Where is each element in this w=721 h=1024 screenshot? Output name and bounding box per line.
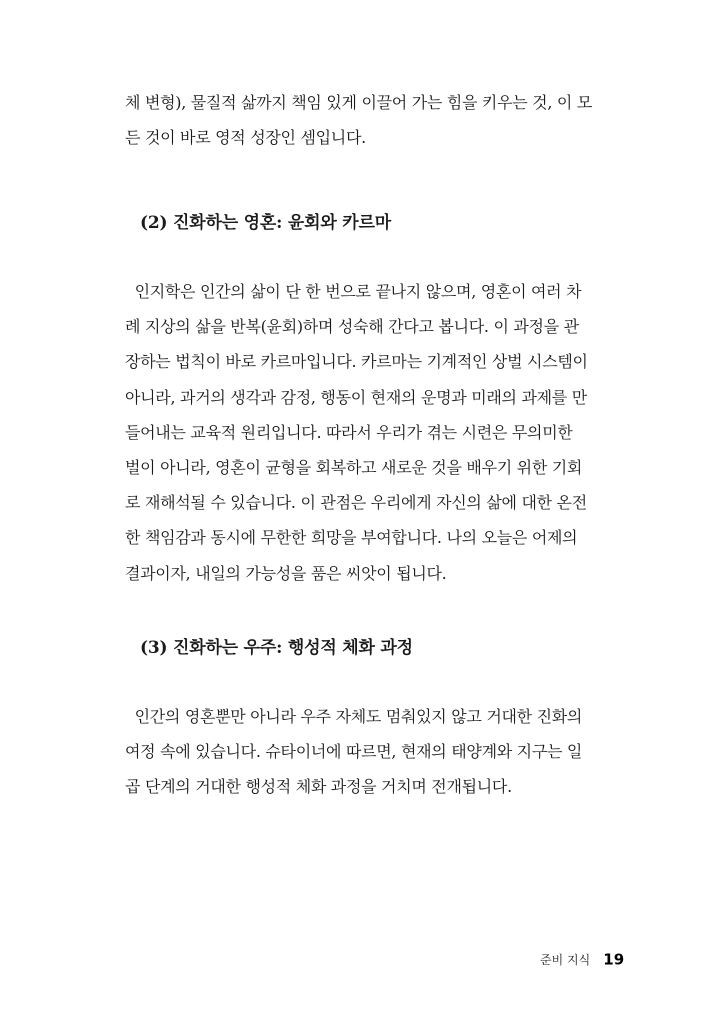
paragraph-line: 장하는 법칙이 바로 카르마입니다. 카르마는 기계적인 상벌 시스템이 [125,352,588,372]
paragraph-line: 여정 속에 있습니다. 슈타이너에 따르면, 현재의 태양계와 지구는 일 [125,742,583,762]
page-number: 19 [603,950,625,969]
paragraph-line: 곱 단계의 거대한 행성적 체화 과정을 거치며 전개됩니다. [125,777,512,797]
page-footer [540,949,624,969]
paragraph-line: 벌이 아니라, 영혼이 균형을 회복하고 새로운 것을 배우기 위한 기회 [125,457,583,477]
paragraph-line: 든 것이 바로 영적 성장인 셈입니다. [125,128,366,148]
section-heading-planetary-evolution: (3) 진화하는 우주: 행성적 체화 과정 [140,638,413,658]
paragraph-line: 인지학은 인간의 삶이 단 한 번으로 끝나지 않으며, 영혼이 여러 차 [125,282,582,301]
paragraph-line: 인간의 영혼뿐만 아니라 우주 자체도 멈춰있지 않고 거대한 진화의 [125,707,583,726]
intro-paragraph [125,85,615,155]
cosmos-paragraph [125,699,615,805]
section-heading-reincarnation-karma: (2) 진화하는 영혼: 윤회와 카르마 [140,213,391,233]
paragraph-line: 결과이자, 내일의 가능성을 품은 씨앗이 됩니다. [125,563,447,583]
paragraph-line: 한 책임감과 동시에 무한한 희망을 부여합니다. 나의 오늘은 어제의 [125,528,578,548]
paragraph-line: 례 지상의 삶을 반복(윤회)하며 성숙해 간다고 봅니다. 이 과정을 관 [125,317,579,337]
paragraph-line: 체 변형), 물질적 삶까지 책임 있게 이끌어 가는 힘을 키우는 것, 이 모 [125,93,593,112]
karma-paragraph [125,274,615,591]
paragraph-line: 들어내는 교육적 원리입니다. 따라서 우리가 겪는 시련은 무의미한 [125,422,573,442]
paragraph-line: 로 재해석될 수 있습니다. 이 관점은 우리에게 자신의 삶에 대한 온전 [125,493,587,513]
running-footer-label: 준비 지식 [540,953,591,967]
paragraph-line: 아니라, 과거의 생각과 감정, 행동이 현재의 운명과 미래의 과제를 만 [125,387,587,407]
